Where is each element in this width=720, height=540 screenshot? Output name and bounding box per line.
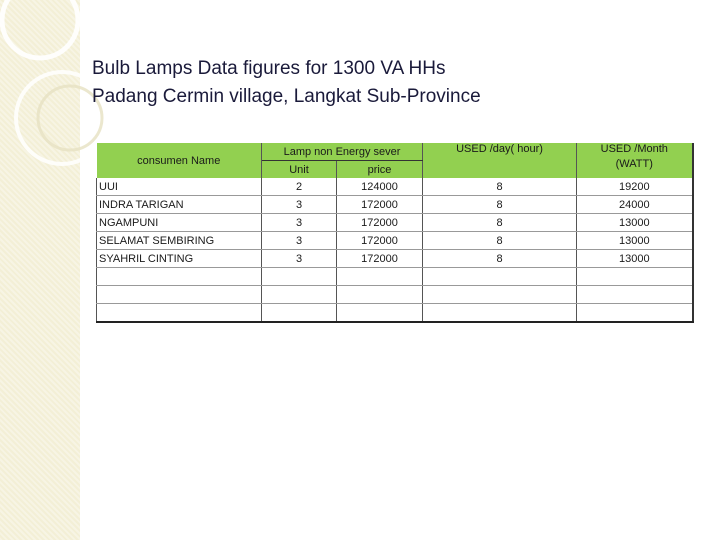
cell-unit: 3 bbox=[262, 250, 337, 268]
cell-empty bbox=[337, 268, 423, 286]
table-row-empty bbox=[97, 286, 693, 304]
header-used-month bbox=[577, 143, 693, 178]
cell-empty bbox=[577, 268, 693, 286]
cell-used-month: 24000 bbox=[577, 196, 693, 214]
cell-price: 172000 bbox=[337, 214, 423, 232]
cell-empty bbox=[262, 286, 337, 304]
cell-price: 172000 bbox=[337, 250, 423, 268]
cell-price: 172000 bbox=[337, 196, 423, 214]
cell-empty bbox=[577, 304, 693, 323]
deco-circle-large bbox=[2, 0, 78, 58]
table-row-empty bbox=[97, 304, 693, 323]
cell-empty bbox=[423, 286, 577, 304]
cell-empty bbox=[97, 304, 262, 323]
cell-name: NGAMPUNI bbox=[97, 214, 262, 232]
header-used-month-line2: (WATT) bbox=[615, 158, 653, 170]
table-row bbox=[97, 214, 693, 232]
table-row bbox=[97, 196, 693, 214]
table-row-empty bbox=[97, 268, 693, 286]
cell-unit: 2 bbox=[262, 178, 337, 196]
header-unit: Unit bbox=[262, 161, 337, 179]
header-price: price bbox=[337, 161, 423, 179]
cell-used-day: 8 bbox=[423, 250, 577, 268]
cell-empty bbox=[97, 268, 262, 286]
cell-used-day: 8 bbox=[423, 196, 577, 214]
cell-empty bbox=[262, 304, 337, 323]
lamp-data-table bbox=[96, 143, 694, 323]
header-used-month-line1: USED /Month bbox=[600, 143, 668, 155]
cell-used-month: 13000 bbox=[577, 232, 693, 250]
cell-name: SYAHRIL CINTING bbox=[97, 250, 262, 268]
cell-name: UUI bbox=[97, 178, 262, 196]
cell-empty bbox=[337, 304, 423, 323]
slide-title: Bulb Lamps Data figures for 1300 VA HHs bbox=[92, 58, 446, 79]
cell-name: INDRA TARIGAN bbox=[97, 196, 262, 214]
cell-empty bbox=[262, 268, 337, 286]
cell-used-day: 8 bbox=[423, 232, 577, 250]
cell-used-month: 13000 bbox=[577, 250, 693, 268]
cell-empty bbox=[97, 286, 262, 304]
cell-empty bbox=[423, 304, 577, 323]
cell-used-month: 19200 bbox=[577, 178, 693, 196]
cell-unit: 3 bbox=[262, 196, 337, 214]
cell-price: 124000 bbox=[337, 178, 423, 196]
header-used-day: USED /day( hour) bbox=[423, 143, 577, 178]
slide-subtitle: Padang Cermin village, Langkat Sub-Province bbox=[92, 86, 481, 107]
cell-unit: 3 bbox=[262, 232, 337, 250]
cell-empty bbox=[423, 268, 577, 286]
cell-empty bbox=[577, 286, 693, 304]
table-row bbox=[97, 232, 693, 250]
cell-used-day: 8 bbox=[423, 178, 577, 196]
cell-price: 172000 bbox=[337, 232, 423, 250]
header-lamp-group: Lamp non Energy sever bbox=[262, 143, 423, 161]
cell-name: SELAMAT SEMBIRING bbox=[97, 232, 262, 250]
table-row bbox=[97, 178, 693, 196]
cell-unit: 3 bbox=[262, 214, 337, 232]
cell-used-month: 13000 bbox=[577, 214, 693, 232]
table-row bbox=[97, 250, 693, 268]
cell-empty bbox=[337, 286, 423, 304]
cell-used-day: 8 bbox=[423, 214, 577, 232]
header-consumer-name: consumen Name bbox=[97, 143, 262, 178]
